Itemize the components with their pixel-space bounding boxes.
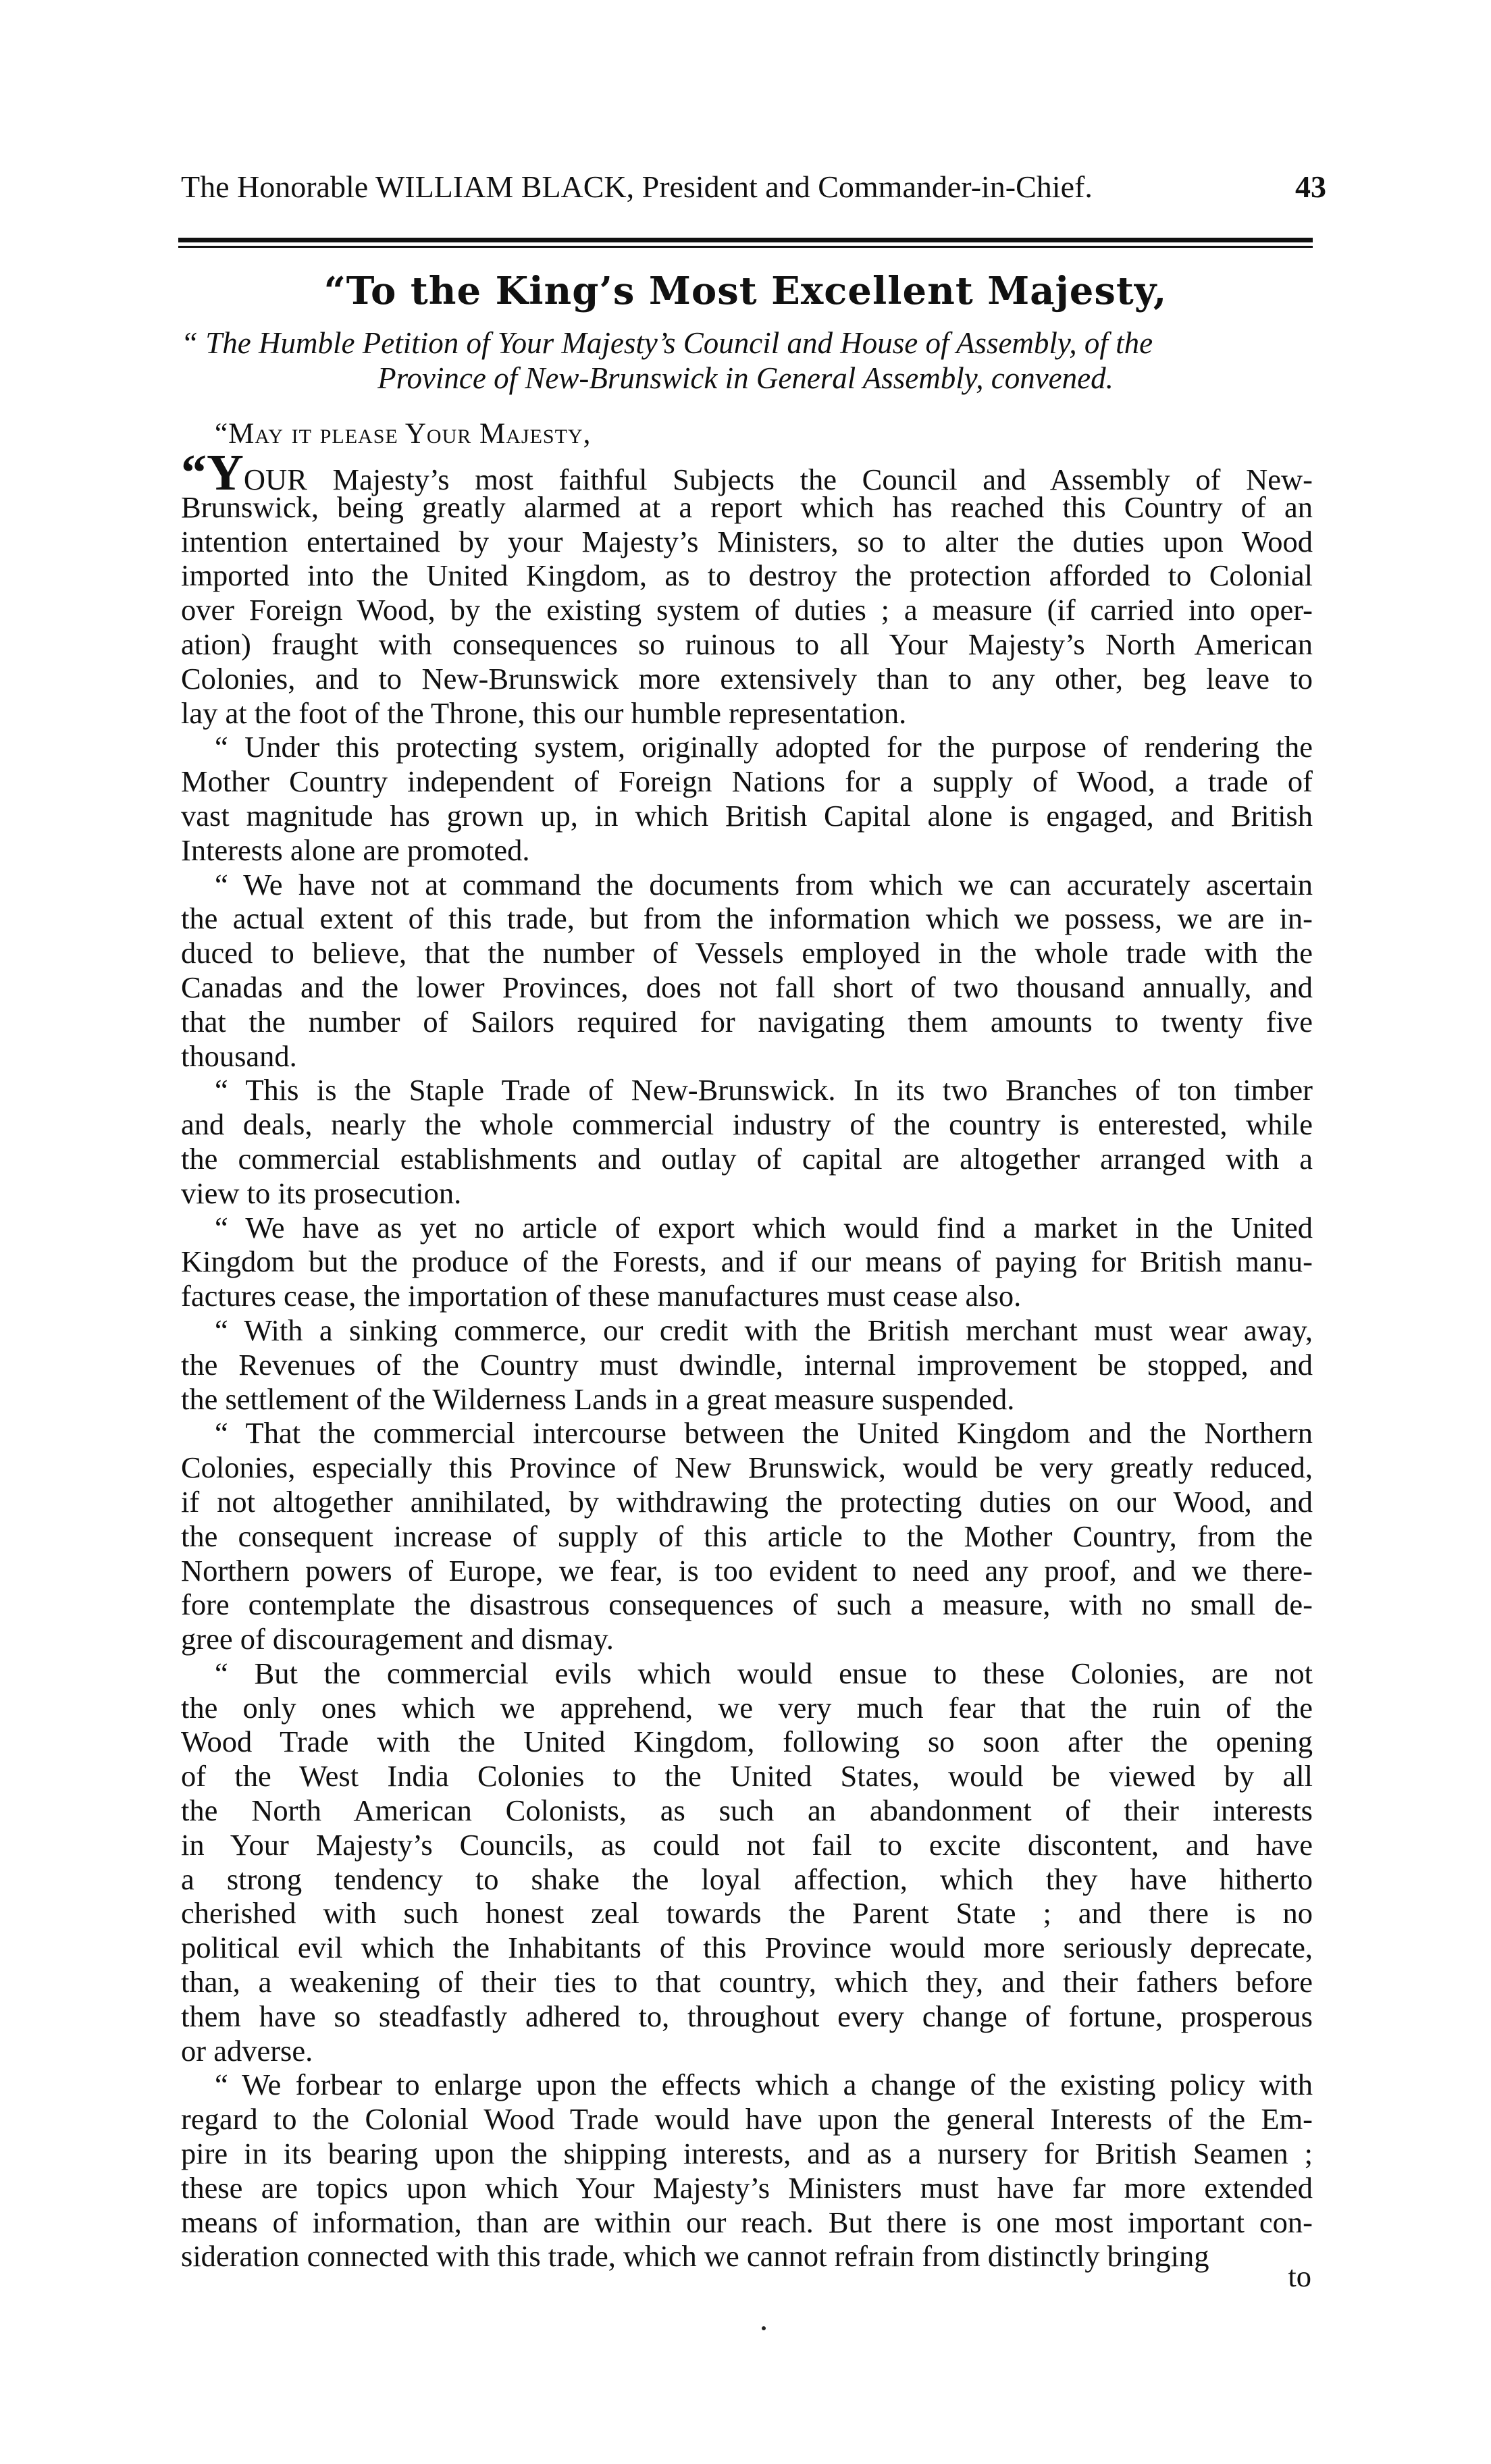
text-line: the actual extent of this trade, but from the information which we possess, we are in- [181,901,1313,936]
text-line: “ We have as yet no article of export which would find a market in the United [215,1210,1313,1244]
paragraph [181,1416,1313,1656]
text-line: the consequent increase of supply of this article to the Mother Country, from the [181,1519,1313,1553]
paragraph [181,1656,1313,2068]
text-line: fore contemplate the disastrous consequences of such a measure, with no small de- [181,1588,1313,1622]
running-head [181,167,1326,207]
address-title: “To the King’s Most Excellent Majesty, [323,269,1168,313]
text-line: the settlement of the Wilderness Lands in a great measure suspended. [181,1382,1015,1416]
paragraph [181,444,1313,730]
text-line: cherished with such honest zeal towards the Parent State ; and there is no [181,1896,1313,1931]
text-line: “ But the commercial evils which would ensue to these Colonies, are not [215,1656,1313,1690]
text-line: gree of discouragement and dismay. [181,1622,614,1656]
text-line: the only ones which we apprehend, we very much fear that the ruin of the [181,1690,1313,1725]
text-line: Colonies, especially this Province of New Brunswick, would be very greatly reduced, [181,1450,1313,1485]
text-line: in Your Majesty’s Councils, as could not fail to excite discontent, and have [181,1827,1313,1862]
petition-heading-line: Province of New-Brunswick in General Assembly, convened. [377,361,1114,395]
header-rule-thin [178,246,1313,248]
text-line: if not altogether annihilated, by withdrawing the protecting duties on our Wood, and [181,1484,1313,1519]
text-line: that the number of Sailors required for navigating them amounts to twenty five [181,1004,1313,1039]
text-line: the North American Colonists, as such an abandonment of their interests [181,1793,1313,1828]
text-line: over Foreign Wood, by the existing system of duties ; a measure (if carried into oper- [181,593,1313,627]
header-rule-thick [178,238,1313,242]
petition-body [181,444,1313,2274]
text-line: “ Under this protecting system, originally adopted for the purpose of rendering the [215,730,1313,764]
paragraph [181,1313,1313,1416]
text-line: “ That the commercial intercourse between the United Kingdom and the Northern [215,1416,1313,1450]
text-line: factures cease, the importation of these manufactures must cease also. [181,1279,1022,1313]
ink-speck [762,2326,766,2330]
text-line: view to its prosecution. [181,1176,462,1210]
text-line: “ With a sinking commerce, our credit with the British merchant must wear away, [215,1313,1313,1347]
text-line: ation) fraught with consequences so ruinous to all Your Majesty’s North American [181,627,1313,661]
text-line: Colonies, and to New-Brunswick more extensively than to any other, beg leave to [181,661,1313,696]
text-line: than, a weakening of their ties to that country, which they, and their fathers before [181,1965,1313,1999]
paragraph [181,1073,1313,1210]
paragraph [181,2068,1313,2274]
text-line: duced to believe, that the number of Vessels employed in the whole trade with the [181,936,1313,970]
text-line: Mother Country independent of Foreign Nations for a supply of Wood, a trade of [181,764,1313,799]
text-line: “ This is the Staple Trade of New-Brunswick. In its two Branches of ton timber [215,1073,1313,1107]
text-line: Interests alone are promoted. [181,833,530,867]
text-line: Northern powers of Europe, we fear, is too evident to need any proof, and we there- [181,1553,1313,1588]
petition-heading-line: “ The Humble Petition of Your Majesty’s Council and House of Assembly, of the [181,326,1153,360]
text-line: sideration connected with this trade, which we cannot refrain from distinctly bringing [181,2239,1209,2274]
text-line: imported into the United Kingdom, as to destroy the protection afforded to Colonial [181,558,1313,593]
text-line: political evil which the Inhabitants of this Province would more seriously deprecate, [181,1931,1313,1965]
text-line [181,444,1313,501]
text-line: a strong tendency to shake the loyal affection, which they have hitherto [181,1862,1313,1896]
text-line: “ We have not at command the documents from which we can accurately ascertain [215,867,1313,901]
text-line: and deals, nearly the whole commercial industry of the country is enterested, while [181,1107,1313,1142]
text-line: or adverse. [181,2033,313,2068]
text-line: “ We forbear to enlarge upon the effects which a change of the existing policy with [215,2068,1313,2102]
text-line: Brunswick, being greatly alarmed at a report which has reached this Country of an [181,490,1313,524]
text-line: Kingdom but the produce of the Forests, and if our means of paying for British manu- [181,1244,1313,1279]
text-line: thousand. [181,1039,297,1073]
text-line: lay at the foot of the Throne, this our humble representation. [181,696,907,730]
text-line: Canadas and the lower Provinces, does not fall short of two thousand annually, and [181,970,1313,1004]
salutation: “May it please Your Majesty, [215,418,592,450]
text-line-rest: OUR Majesty’s most faithful Subjects the Council and Assembly of New- [243,463,1313,496]
text-line: Wood Trade with the United Kingdom, following so soon after the opening [181,1725,1313,1759]
text-line: vast magnitude has grown up, in which British Capital alone is engaged, and British [181,798,1313,833]
paragraph [181,868,1313,1074]
catchword: to [1288,2259,1311,2293]
paragraph [181,1211,1313,1313]
running-head-title: The Honorable WILLIAM BLACK, President and Commander-in-Chief. [181,169,1093,204]
text-line: regard to the Colonial Wood Trade would have upon the general Interests of the Em- [181,2102,1313,2137]
text-line: of the West India Colonies to the United States, would be viewed by all [181,1759,1313,1793]
petition-heading [178,325,1313,396]
text-line: pire in its bearing upon the shipping interests, and as a nursery for British Seamen ; [181,2137,1313,2171]
text-line: them have so steadfastly adhered to, throughout every change of fortune, prosperous [181,1999,1313,2033]
text-line: these are topics upon which Your Majesty’s Ministers must have far more extended [181,2170,1313,2205]
text-line: the commercial establishments and outlay of capital are altogether arranged with a [181,1141,1313,1176]
text-line: means of information, than are within our reach. But there is one most important con- [181,2205,1313,2239]
text-line: intention entertained by your Majesty’s Ministers, so to alter the duties upon Wood [181,524,1313,558]
paragraph [181,730,1313,867]
drop-capital: “Y [181,444,244,501]
page-number: 43 [1295,169,1326,204]
text-line: the Revenues of the Country must dwindle, internal improvement be stopped, and [181,1347,1313,1382]
